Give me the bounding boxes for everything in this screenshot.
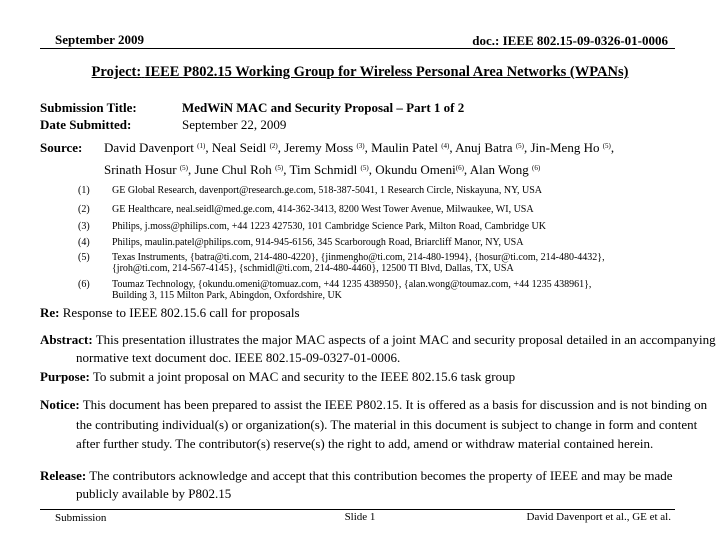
footer-submission: Submission [55,512,107,524]
notice-label: Notice: [40,397,80,412]
header-date: September 2009 [55,32,144,47]
author: Okundu Omeni$^{(6)}$ [375,162,464,177]
project-line [0,64,720,81]
release-paragraph [40,467,716,503]
affiliation-text: Philips, maulin.patel@philips.com, 914-945-6156, 345 Scarborough Road, Briarcliff Manor, NY, USA [112,237,524,248]
affiliation-number: (3) [78,221,90,232]
affiliation-number: (1) [78,185,90,196]
re-text: Response to IEEE 802.15.6 call for proposals [62,305,300,320]
affiliation-text: Toumaz Technology, {okundu.omeni@tomuaz.com, +44 1235 438950}, {alan.wong@toumaz.com, +44 1235 438961}, Building 3, 115 Milton Park, Abingdon, Oxfordshire, UK [112,279,592,301]
source-authors-line-2: Srinath Hosur $^{(5)}$, June Chul Roh $^{(5)}$, Tim Schmidl $^{(5)}$, Okundu Omeni$^{(6)}$, Alan Wong $^{(6)}$ [104,162,541,177]
submission-title-value: MedWiN MAC and Security Proposal – Part 1 of 2 [182,100,465,115]
submission-title-label: Submission Title: [40,100,137,115]
affiliation-number: (4) [78,237,90,248]
author: Anuj Batra $^{(5)}$ [455,140,524,155]
author: Maulin Patel $^{(4)}$ [371,140,450,155]
release-text: The contributors acknowledge and accept that this contribution becomes the property of IEEE and may be made publicly available by P802.15 [76,468,673,501]
author: Neal Seidl $^{(2)}$ [211,140,278,155]
author: Tim Schmidl $^{(5)}$ [289,162,369,177]
footer-rule [40,509,675,510]
source-authors-line-1: David Davenport $^{(1)}$, Neal Seidl $^{(2)}$, Jeremy Moss $^{(3)}$, Maulin Patel $^{(4)}$, Anuj Batra $^{(5)}$, Jin-Meng Ho $^{(5)}$, [104,140,615,155]
affiliation-number: (6) [78,279,90,290]
date-submitted-label: Date Submitted: [40,117,132,132]
affiliation-text: Texas Instruments, {batra@ti.com, 214-480-4220}, {jinmengho@ti.com, 214-480-1994}, {hosur@ti.com, 214-480-4432}, {jroh@ti.com, 214-567-4145}, {schmidl@ti.com, 214-480-4460}, 12500 TI Blvd, Dallas, TX, USA [112,252,605,274]
header-rule [40,48,675,49]
release-label: Release: [40,468,87,483]
re-label: Re: [40,305,60,320]
author: Jin-Meng Ho $^{(5)}$ [530,140,611,155]
author: David Davenport $^{(1)}$ [104,140,206,155]
abstract-paragraph [40,331,716,367]
author: Srinath Hosur $^{(5)}$ [104,162,189,177]
affiliation-text: GE Healthcare, neal.seidl@med.ge.com, 414-362-3413, 8200 West Tower Avenue, Milwaukee, WI, USA [112,204,534,215]
date-submitted-value: September 22, 2009 [182,117,287,132]
header-doc-id: doc.: IEEE 802.15-09-0326-01-0006 [472,33,668,48]
affiliation-text: Philips, j.moss@philips.com, +44 1223 427530, 101 Cambridge Science Park, Milton Road, Cambridge UK [112,221,546,232]
affiliation-text: GE Global Research, davenport@research.ge.com, 518-387-5041, 1 Research Circle, Niskayuna, NY, USA [112,185,543,196]
purpose-paragraph [40,368,680,386]
footer-author: David Davenport et al., GE et al. [526,511,671,523]
affiliation-number: (2) [78,204,90,215]
author: June Chul Roh $^{(5)}$ [194,162,284,177]
abstract-label: Abstract: [40,332,93,347]
footer-slide-number: Slide 1 [344,511,376,523]
purpose-label: Purpose: [40,369,90,384]
project-text: IEEE P802.15 Working Group for Wireless Personal Area Networks (WPANs) [144,64,629,80]
source-label: Source: [40,140,83,155]
notice-paragraph [40,395,716,454]
author: Alan Wong $^{(6)}$ [469,162,541,177]
purpose-text: To submit a joint proposal on MAC and security to the IEEE 802.15.6 task group [92,369,516,384]
author: Jeremy Moss $^{(3)}$ [284,140,365,155]
affiliation-number: (5) [78,252,90,263]
project-label: Project: [91,64,142,80]
notice-text: This document has been prepared to assist the IEEE P802.15. It is offered as a basis for discussion and is not binding on the contributing individual(s) or organization(s). The material in this document is subject to change in form and content after further study. The contributor(s) reserve(s) the right to add, amend or withdraw material contained herein. [76,397,708,451]
re-paragraph [40,304,680,322]
abstract-text: This presentation illustrates the major MAC aspects of a joint MAC and security proposal detailed in an accompanying normative text document doc. IEEE 802.15-09-0327-01-0006. [76,332,716,365]
